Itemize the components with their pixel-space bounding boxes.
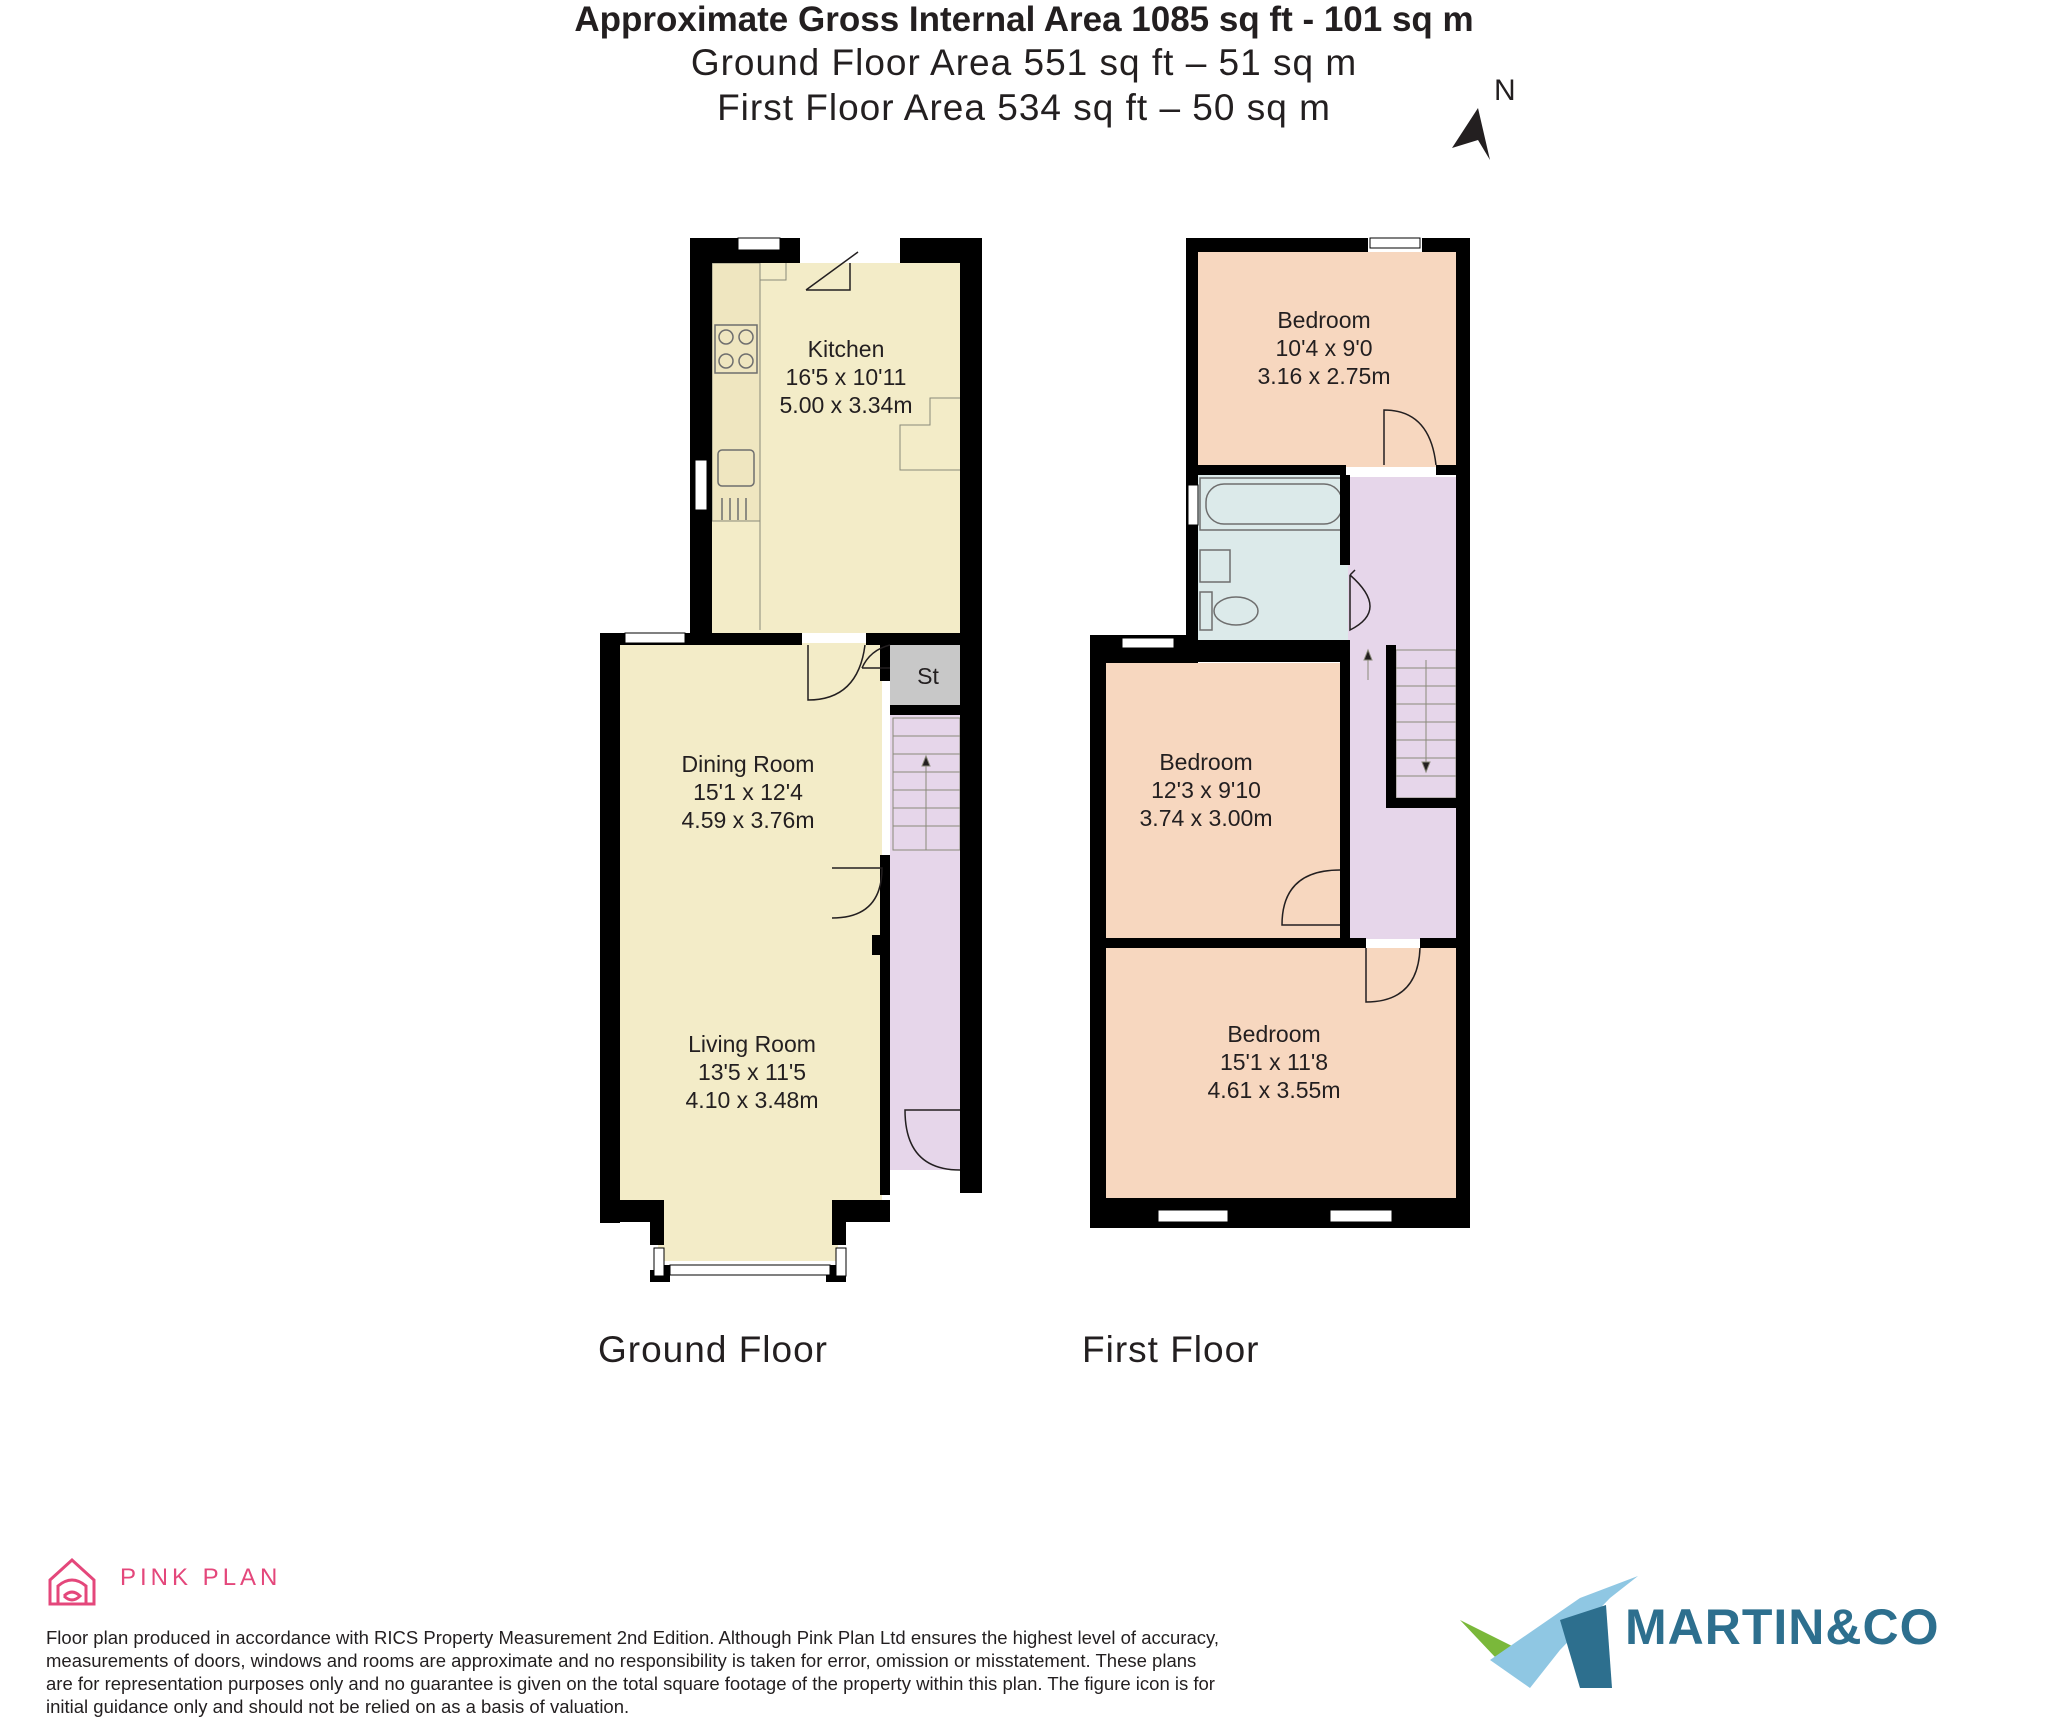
- pink-plan-brand: PINK PLAN: [120, 1564, 282, 1591]
- bathroom-fill: [1198, 475, 1350, 645]
- ground-floor: [598, 238, 982, 1370]
- bedroom-2-metric: 3.74 x 3.00m: [1139, 805, 1273, 831]
- first-floor-label: First Floor: [1082, 1329, 1260, 1370]
- dining-room-metric: 4.59 x 3.76m: [681, 807, 815, 833]
- bedroom-1-metric: 3.16 x 2.75m: [1257, 363, 1391, 389]
- bedroom-3-metric: 4.61 x 3.55m: [1207, 1077, 1341, 1103]
- disclaimer-text: Floor plan produced in accordance with RICS Property Measurement 2nd Edition. Although Pink Plan Ltd ensures the highest level of accuracy, measurements of doors, windows and rooms are approximate and no responsibility is taken for error, omission or misstatement. These plans are for representation purposes only and no guarantee is given on the total square footage of the property within this plan. The figure icon is for initial guidance only and should not be relied on as a basis of valuation.: [46, 1627, 1220, 1717]
- dining-room-imperial: 15'1 x 12'4: [693, 779, 803, 805]
- north-arrow-icon: [1452, 74, 1516, 160]
- kitchen-imperial: 16'5 x 10'11: [785, 364, 907, 390]
- martin-co-roof-icon: [1460, 1576, 1638, 1688]
- landing-fill: [1348, 477, 1456, 939]
- area-title: Approximate Gross Internal Area 1085 sq ft - 101 sq m: [574, 0, 1474, 39]
- dining-room-name: Dining Room: [681, 751, 815, 777]
- martin-co-logo: MARTIN&CO: [1625, 1599, 1940, 1655]
- bedroom-1-name: Bedroom: [1277, 307, 1371, 333]
- ground-floor-area: Ground Floor Area 551 sq ft – 51 sq m: [690, 42, 1358, 83]
- living-room-name: Living Room: [688, 1031, 816, 1057]
- bedroom-2-imperial: 12'3 x 9'10: [1151, 777, 1261, 803]
- living-room-metric: 4.10 x 3.48m: [685, 1087, 819, 1113]
- kitchen-metric: 5.00 x 3.34m: [779, 392, 913, 418]
- bedroom-1-imperial: 10'4 x 9'0: [1275, 335, 1373, 361]
- dining-living-fill: [612, 643, 882, 1201]
- kitchen-name: Kitchen: [807, 336, 885, 362]
- store-label: St: [917, 663, 939, 689]
- hall-fill: [890, 715, 960, 1170]
- first-floor-area: First Floor Area 534 sq ft – 50 sq m: [717, 87, 1331, 128]
- bedroom-2-name: Bedroom: [1159, 749, 1253, 775]
- living-room-imperial: 13'5 x 11'5: [697, 1059, 807, 1085]
- bedroom-3-name: Bedroom: [1227, 1021, 1321, 1047]
- bay-fill: [658, 1195, 838, 1261]
- ground-floor-label: Ground Floor: [598, 1329, 828, 1370]
- bedroom-3-imperial: 15'1 x 11'8: [1219, 1049, 1329, 1075]
- north-label: N: [1494, 74, 1516, 107]
- first-floor: [1082, 238, 1470, 1370]
- pink-plan-house-icon: [50, 1560, 94, 1604]
